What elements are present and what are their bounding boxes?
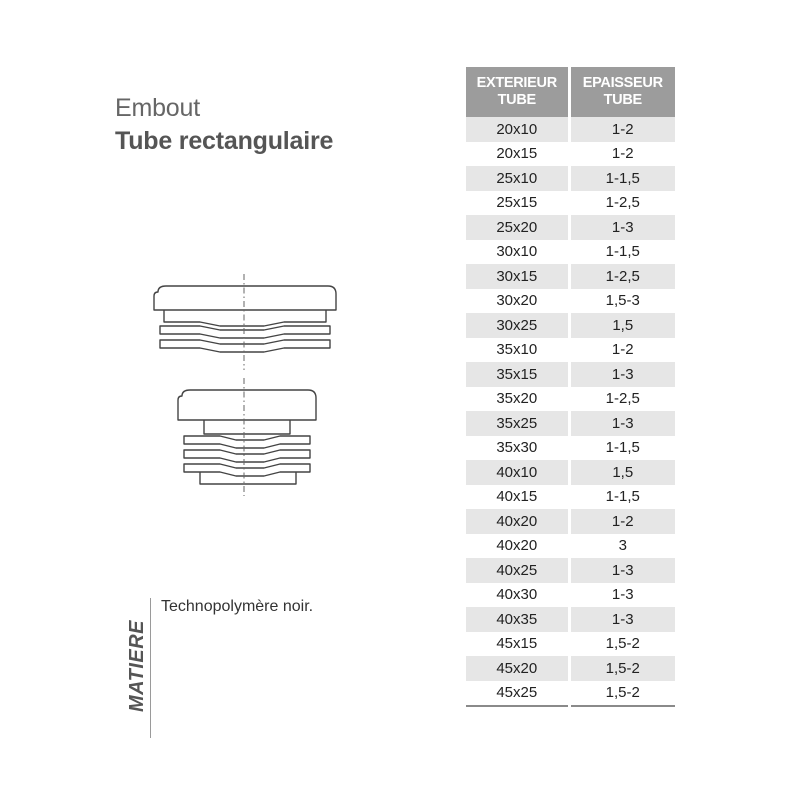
cell-exterieur-tube: 30x25 (466, 313, 569, 338)
matiere-divider (150, 598, 151, 738)
table-row (466, 656, 675, 681)
header-epaisseur-tube: EPAISSEUR TUBE (569, 67, 675, 117)
header-exterieur-tube: EXTERIEUR TUBE (466, 67, 569, 117)
table-row (466, 313, 675, 338)
cell-epaisseur-tube: 1-3 (569, 362, 675, 387)
cell-exterieur-tube: 40x10 (466, 460, 569, 485)
cell-epaisseur-tube: 1-2 (569, 509, 675, 534)
cell-epaisseur-tube: 1-3 (569, 583, 675, 608)
cell-epaisseur-tube: 1-3 (569, 215, 675, 240)
cell-exterieur-tube: 40x15 (466, 485, 569, 510)
table-row (466, 411, 675, 436)
table-row (466, 191, 675, 216)
table-row (466, 632, 675, 657)
cell-epaisseur-tube: 1,5 (569, 313, 675, 338)
cell-epaisseur-tube: 1-1,5 (569, 485, 675, 510)
cell-epaisseur-tube: 1,5 (569, 460, 675, 485)
table-row (466, 583, 675, 608)
cell-epaisseur-tube: 1,5-2 (569, 681, 675, 707)
cell-exterieur-tube: 20x15 (466, 142, 569, 167)
table-row (466, 142, 675, 167)
table-row (466, 509, 675, 534)
table-row (466, 215, 675, 240)
cell-epaisseur-tube: 1-3 (569, 607, 675, 632)
cell-exterieur-tube: 30x10 (466, 240, 569, 265)
cell-epaisseur-tube: 1-1,5 (569, 436, 675, 461)
cell-exterieur-tube: 30x20 (466, 289, 569, 314)
cell-exterieur-tube: 35x30 (466, 436, 569, 461)
cell-epaisseur-tube: 1,5-2 (569, 656, 675, 681)
cell-epaisseur-tube: 1-3 (569, 558, 675, 583)
cell-epaisseur-tube: 1,5-2 (569, 632, 675, 657)
title-line-2: Tube rectangulaire (115, 127, 334, 155)
table-row (466, 534, 675, 559)
table-header-row (466, 67, 675, 117)
table-row (466, 387, 675, 412)
table-row (466, 558, 675, 583)
cell-exterieur-tube: 25x20 (466, 215, 569, 240)
cell-exterieur-tube: 45x15 (466, 632, 569, 657)
cell-epaisseur-tube: 1-3 (569, 411, 675, 436)
matiere-label: MATIERE (126, 619, 148, 712)
table-row (466, 264, 675, 289)
page-title (115, 96, 333, 154)
table-row (466, 607, 675, 632)
cell-epaisseur-tube: 1-2 (569, 142, 675, 167)
cell-exterieur-tube: 30x15 (466, 264, 569, 289)
cell-exterieur-tube: 40x20 (466, 534, 569, 559)
matiere-text: Technopolymère noir. (161, 598, 314, 615)
table-row (466, 166, 675, 191)
table-row (466, 338, 675, 363)
table-row (466, 460, 675, 485)
cell-exterieur-tube: 35x15 (466, 362, 569, 387)
dimensions-table (466, 67, 675, 707)
cell-exterieur-tube: 40x25 (466, 558, 569, 583)
cell-exterieur-tube: 35x10 (466, 338, 569, 363)
cell-epaisseur-tube: 1-1,5 (569, 166, 675, 191)
cell-epaisseur-tube: 1,5-3 (569, 289, 675, 314)
cell-epaisseur-tube: 1-2 (569, 338, 675, 363)
cell-epaisseur-tube: 1-2,5 (569, 264, 675, 289)
cell-exterieur-tube: 45x25 (466, 681, 569, 707)
cell-exterieur-tube: 35x20 (466, 387, 569, 412)
table-row (466, 436, 675, 461)
cell-epaisseur-tube: 1-2,5 (569, 191, 675, 216)
end-cap-drawing-icon (140, 270, 350, 500)
cell-exterieur-tube: 20x10 (466, 117, 569, 142)
cell-exterieur-tube: 40x35 (466, 607, 569, 632)
cell-exterieur-tube: 25x15 (466, 191, 569, 216)
table-row (466, 117, 675, 142)
cell-exterieur-tube: 40x20 (466, 509, 569, 534)
cell-epaisseur-tube: 1-1,5 (569, 240, 675, 265)
table-row (466, 681, 675, 707)
cell-exterieur-tube: 25x10 (466, 166, 569, 191)
table-row (466, 289, 675, 314)
cell-exterieur-tube: 45x20 (466, 656, 569, 681)
cell-epaisseur-tube: 1-2,5 (569, 387, 675, 412)
cell-exterieur-tube: 35x25 (466, 411, 569, 436)
title-line-1: Embout (115, 94, 200, 122)
table-row (466, 362, 675, 387)
cell-exterieur-tube: 40x30 (466, 583, 569, 608)
cell-epaisseur-tube: 1-2 (569, 117, 675, 142)
cell-epaisseur-tube: 3 (569, 534, 675, 559)
table-row (466, 240, 675, 265)
table-row (466, 485, 675, 510)
